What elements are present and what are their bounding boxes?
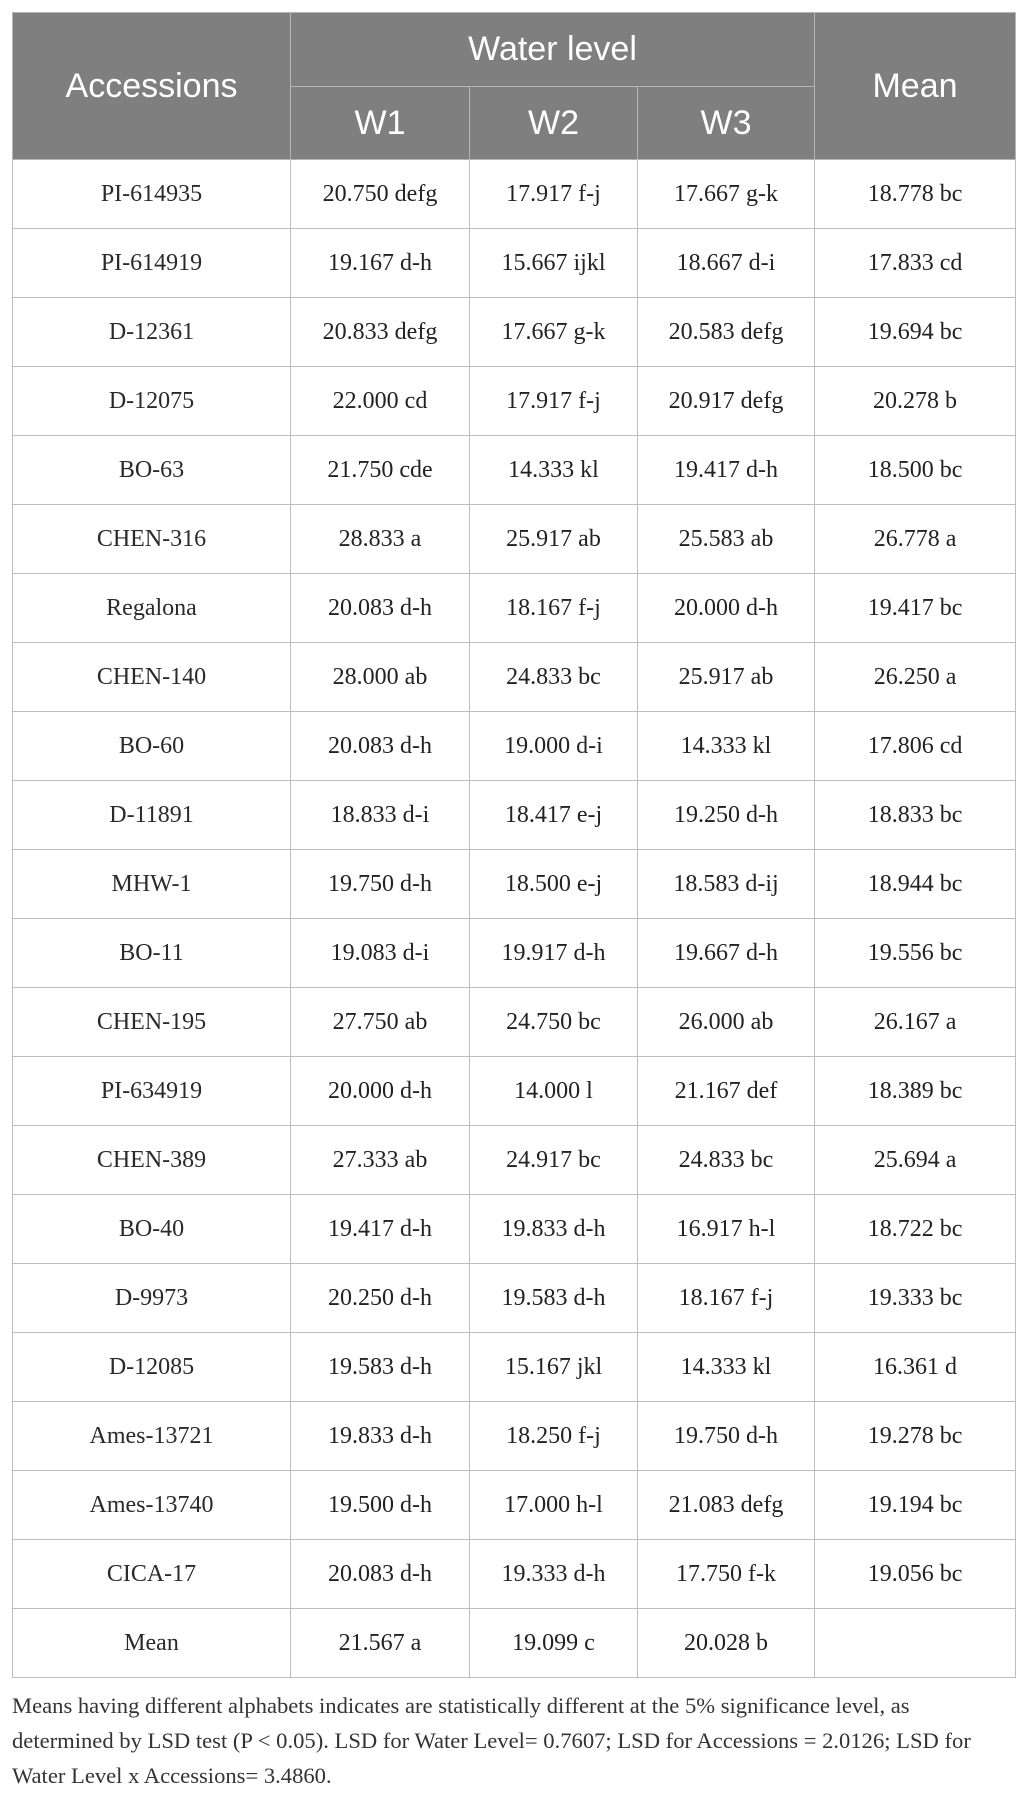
cell-w3: 20.917 defg xyxy=(638,367,815,436)
cell-w3: 21.167 def xyxy=(638,1057,815,1126)
table-row xyxy=(13,781,1016,850)
cell-w3: 25.917 ab xyxy=(638,643,815,712)
cell-w3: 18.167 f-j xyxy=(638,1264,815,1333)
cell-w3: 14.333 kl xyxy=(638,712,815,781)
cell-mean: 16.361 d xyxy=(815,1333,1016,1402)
cell-w2: 17.917 f-j xyxy=(470,367,638,436)
table-row xyxy=(13,160,1016,229)
cell-accession: D-12085 xyxy=(13,1333,291,1402)
cell-w1: 19.083 d-i xyxy=(291,919,470,988)
cell-accession: D-12075 xyxy=(13,367,291,436)
cell-w1: 27.333 ab xyxy=(291,1126,470,1195)
cell-w2: 19.000 d-i xyxy=(470,712,638,781)
cell-mean: 18.389 bc xyxy=(815,1057,1016,1126)
cell-w3: 18.583 d-ij xyxy=(638,850,815,919)
cell-w2: 18.250 f-j xyxy=(470,1402,638,1471)
cell-w2: 25.917 ab xyxy=(470,505,638,574)
header-row-top xyxy=(13,13,1016,87)
cell-accession: D-11891 xyxy=(13,781,291,850)
header-w2: W2 xyxy=(470,87,638,160)
cell-w1: 20.083 d-h xyxy=(291,574,470,643)
cell-accession: CICA-17 xyxy=(13,1540,291,1609)
cell-w1: 19.417 d-h xyxy=(291,1195,470,1264)
table-row xyxy=(13,436,1016,505)
cell-w1: 22.000 cd xyxy=(291,367,470,436)
cell-accession: Mean xyxy=(13,1609,291,1678)
cell-w3: 25.583 ab xyxy=(638,505,815,574)
cell-w2: 19.333 d-h xyxy=(470,1540,638,1609)
cell-w3: 17.750 f-k xyxy=(638,1540,815,1609)
cell-w3: 19.667 d-h xyxy=(638,919,815,988)
cell-accession: PI-634919 xyxy=(13,1057,291,1126)
data-table xyxy=(12,12,1016,1678)
table-row xyxy=(13,919,1016,988)
cell-w2: 24.917 bc xyxy=(470,1126,638,1195)
table-row xyxy=(13,298,1016,367)
cell-w2: 17.000 h-l xyxy=(470,1471,638,1540)
cell-accession: BO-11 xyxy=(13,919,291,988)
header-accessions: Accessions xyxy=(13,13,291,160)
cell-mean: 18.833 bc xyxy=(815,781,1016,850)
table-row xyxy=(13,1195,1016,1264)
cell-mean: 19.056 bc xyxy=(815,1540,1016,1609)
cell-w2: 18.500 e-j xyxy=(470,850,638,919)
table-row xyxy=(13,712,1016,781)
table-row xyxy=(13,1609,1016,1678)
cell-w2: 24.750 bc xyxy=(470,988,638,1057)
cell-mean: 19.194 bc xyxy=(815,1471,1016,1540)
cell-w1: 19.833 d-h xyxy=(291,1402,470,1471)
cell-w1: 21.750 cde xyxy=(291,436,470,505)
cell-mean: 19.278 bc xyxy=(815,1402,1016,1471)
cell-w3: 14.333 kl xyxy=(638,1333,815,1402)
cell-w3: 21.083 defg xyxy=(638,1471,815,1540)
cell-w3: 20.028 b xyxy=(638,1609,815,1678)
cell-w1: 18.833 d-i xyxy=(291,781,470,850)
cell-w3: 24.833 bc xyxy=(638,1126,815,1195)
cell-accession: CHEN-389 xyxy=(13,1126,291,1195)
table-row xyxy=(13,1471,1016,1540)
cell-w1: 20.083 d-h xyxy=(291,712,470,781)
cell-mean: 25.694 a xyxy=(815,1126,1016,1195)
cell-w2: 18.417 e-j xyxy=(470,781,638,850)
cell-w1: 21.567 a xyxy=(291,1609,470,1678)
table-row xyxy=(13,988,1016,1057)
table-row xyxy=(13,505,1016,574)
cell-accession: CHEN-316 xyxy=(13,505,291,574)
table-row xyxy=(13,574,1016,643)
cell-w3: 17.667 g-k xyxy=(638,160,815,229)
cell-accession: BO-60 xyxy=(13,712,291,781)
cell-accession: D-12361 xyxy=(13,298,291,367)
cell-w2: 19.099 c xyxy=(470,1609,638,1678)
data-table-container xyxy=(12,12,1015,1678)
table-row xyxy=(13,1540,1016,1609)
cell-mean: 17.833 cd xyxy=(815,229,1016,298)
cell-accession: PI-614919 xyxy=(13,229,291,298)
cell-accession: D-9973 xyxy=(13,1264,291,1333)
table-row xyxy=(13,229,1016,298)
cell-w2: 17.917 f-j xyxy=(470,160,638,229)
table-row xyxy=(13,367,1016,436)
cell-mean: 26.250 a xyxy=(815,643,1016,712)
cell-w1: 20.750 defg xyxy=(291,160,470,229)
cell-w2: 24.833 bc xyxy=(470,643,638,712)
cell-w2: 14.333 kl xyxy=(470,436,638,505)
header-w3: W3 xyxy=(638,87,815,160)
cell-accession: CHEN-195 xyxy=(13,988,291,1057)
cell-mean: 18.722 bc xyxy=(815,1195,1016,1264)
cell-mean: 18.944 bc xyxy=(815,850,1016,919)
cell-accession: PI-614935 xyxy=(13,160,291,229)
cell-accession: Ames-13721 xyxy=(13,1402,291,1471)
header-mean: Mean xyxy=(815,13,1016,160)
cell-w2: 19.583 d-h xyxy=(470,1264,638,1333)
cell-w1: 20.083 d-h xyxy=(291,1540,470,1609)
cell-w2: 15.167 jkl xyxy=(470,1333,638,1402)
table-header xyxy=(13,13,1016,160)
cell-accession: CHEN-140 xyxy=(13,643,291,712)
cell-w1: 28.000 ab xyxy=(291,643,470,712)
cell-w1: 19.167 d-h xyxy=(291,229,470,298)
cell-w1: 28.833 a xyxy=(291,505,470,574)
cell-w2: 15.667 ijkl xyxy=(470,229,638,298)
cell-w1: 19.750 d-h xyxy=(291,850,470,919)
header-water-level: Water level xyxy=(291,13,815,87)
cell-mean: 26.167 a xyxy=(815,988,1016,1057)
table-row xyxy=(13,1402,1016,1471)
cell-w3: 19.250 d-h xyxy=(638,781,815,850)
cell-w3: 20.583 defg xyxy=(638,298,815,367)
cell-accession: Ames-13740 xyxy=(13,1471,291,1540)
cell-accession: MHW-1 xyxy=(13,850,291,919)
table-row xyxy=(13,643,1016,712)
cell-w1: 20.250 d-h xyxy=(291,1264,470,1333)
table-footnote: Means having different alphabets indicates are statistically different at the 5% significance level, as determined by LSD test (P < 0.05). LSD for Water Level= 0.7607; LSD for Accessions = 2.0126; LSD for Water Level x Accessions= 3.4860. xyxy=(12,1693,971,1788)
cell-mean: 20.278 b xyxy=(815,367,1016,436)
cell-mean: 17.806 cd xyxy=(815,712,1016,781)
table-row xyxy=(13,1057,1016,1126)
cell-accession: BO-40 xyxy=(13,1195,291,1264)
cell-w2: 18.167 f-j xyxy=(470,574,638,643)
table-row xyxy=(13,1126,1016,1195)
cell-w2: 19.917 d-h xyxy=(470,919,638,988)
cell-mean: 18.778 bc xyxy=(815,160,1016,229)
cell-mean: 19.694 bc xyxy=(815,298,1016,367)
cell-w1: 20.833 defg xyxy=(291,298,470,367)
table-row xyxy=(13,1264,1016,1333)
cell-w1: 19.583 d-h xyxy=(291,1333,470,1402)
cell-w2: 14.000 l xyxy=(470,1057,638,1126)
cell-mean: 19.556 bc xyxy=(815,919,1016,988)
cell-w3: 16.917 h-l xyxy=(638,1195,815,1264)
cell-w3: 19.750 d-h xyxy=(638,1402,815,1471)
cell-mean xyxy=(815,1609,1016,1678)
table-body xyxy=(13,160,1016,1678)
cell-w3: 19.417 d-h xyxy=(638,436,815,505)
header-w1: W1 xyxy=(291,87,470,160)
cell-w1: 27.750 ab xyxy=(291,988,470,1057)
table-row xyxy=(13,1333,1016,1402)
cell-w3: 18.667 d-i xyxy=(638,229,815,298)
cell-w3: 26.000 ab xyxy=(638,988,815,1057)
cell-w3: 20.000 d-h xyxy=(638,574,815,643)
cell-w1: 20.000 d-h xyxy=(291,1057,470,1126)
cell-mean: 19.417 bc xyxy=(815,574,1016,643)
cell-w2: 17.667 g-k xyxy=(470,298,638,367)
cell-w1: 19.500 d-h xyxy=(291,1471,470,1540)
cell-accession: BO-63 xyxy=(13,436,291,505)
cell-mean: 18.500 bc xyxy=(815,436,1016,505)
cell-mean: 26.778 a xyxy=(815,505,1016,574)
cell-accession: Regalona xyxy=(13,574,291,643)
cell-w2: 19.833 d-h xyxy=(470,1195,638,1264)
cell-mean: 19.333 bc xyxy=(815,1264,1016,1333)
table-row xyxy=(13,850,1016,919)
